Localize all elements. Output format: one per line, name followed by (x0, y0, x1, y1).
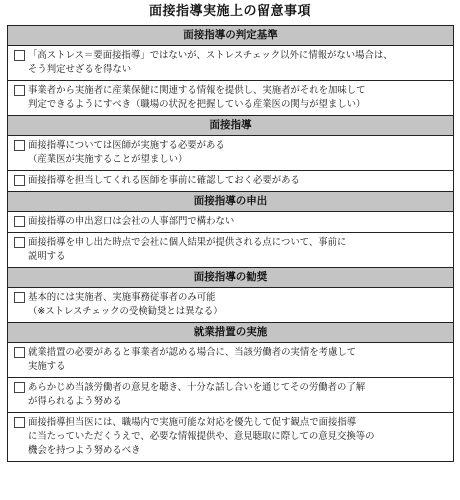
table-row (8, 233, 454, 268)
item-text: 面接指導については医師が実施する必要がある （産業医が実施することが望ましい） (28, 140, 225, 165)
section-heading-work-measures: 就業措置の実施 (8, 323, 454, 343)
table-row (8, 212, 454, 233)
considerations-table (7, 25, 454, 462)
checkbox-icon (14, 292, 25, 303)
checkbox-icon (14, 347, 25, 358)
item-text: 基本的には実施者、実施事務従事者のみ可能 （※ストレスチェックの受検勧奨とは異なる） (28, 292, 223, 317)
item-text: 面接指導を申し出た時点で会社に個人結果が提供される点について、事前に 説明する (28, 237, 347, 262)
checkbox-icon (14, 417, 25, 428)
table-row (8, 136, 454, 171)
checkbox-icon (14, 50, 25, 61)
table-row (8, 378, 454, 413)
document-title: 面接指導実施上の留意事項 (148, 4, 311, 19)
table-row (8, 288, 454, 323)
table-row (8, 46, 454, 81)
checkbox-icon (14, 175, 25, 186)
item-text: あらかじめ当該労働者の意見を聴き、十分な話し合いを通じてその労働者の了解 が得られるよう努める (28, 382, 366, 407)
section-heading-recommendation: 面接指導の勧奨 (8, 268, 454, 288)
item-text: 面接指導の申出窓口は会社の人事部門で構わない (28, 216, 235, 227)
checkbox-icon (14, 382, 25, 393)
item-text: 「高ストレス＝要面接指導」ではないが、ストレスチェック以外に情報がない場合は、 そう判定せざるを得ない (28, 50, 393, 75)
table-row (8, 413, 454, 462)
table-row (8, 81, 454, 116)
section-heading-interview: 面接指導 (8, 116, 454, 136)
checkbox-icon (14, 85, 25, 96)
item-text: 面接指導担当医には、職場内で実施可能な対応を優先して促す観点で面接指導 に当たっていただくうえで、必要な情報提供や、意見聴取に際しての意見交換等の 機会を持つよう努めるべき (28, 417, 375, 456)
item-text: 面接指導を担当してくれる医師を事前に確認しておく必要がある (28, 175, 300, 186)
checkbox-icon (14, 216, 25, 227)
section-heading-request: 面接指導の申出 (8, 192, 454, 212)
table-row (8, 343, 454, 378)
table-row (8, 171, 454, 192)
item-text: 事業者から実施者に産業保健に関連する情報を提供し、実施者がそれを加味して 判定できるようにすべき（職場の状況を把握している産業医の関与が望ましい） (28, 85, 366, 110)
item-text: 就業措置の必要があると事業者が認める場合に、当該労働者の実情を考慮して 実施する (28, 347, 357, 372)
checkbox-icon (14, 237, 25, 248)
checkbox-icon (14, 140, 25, 151)
section-heading-judgment: 面接指導の判定基準 (8, 26, 454, 46)
